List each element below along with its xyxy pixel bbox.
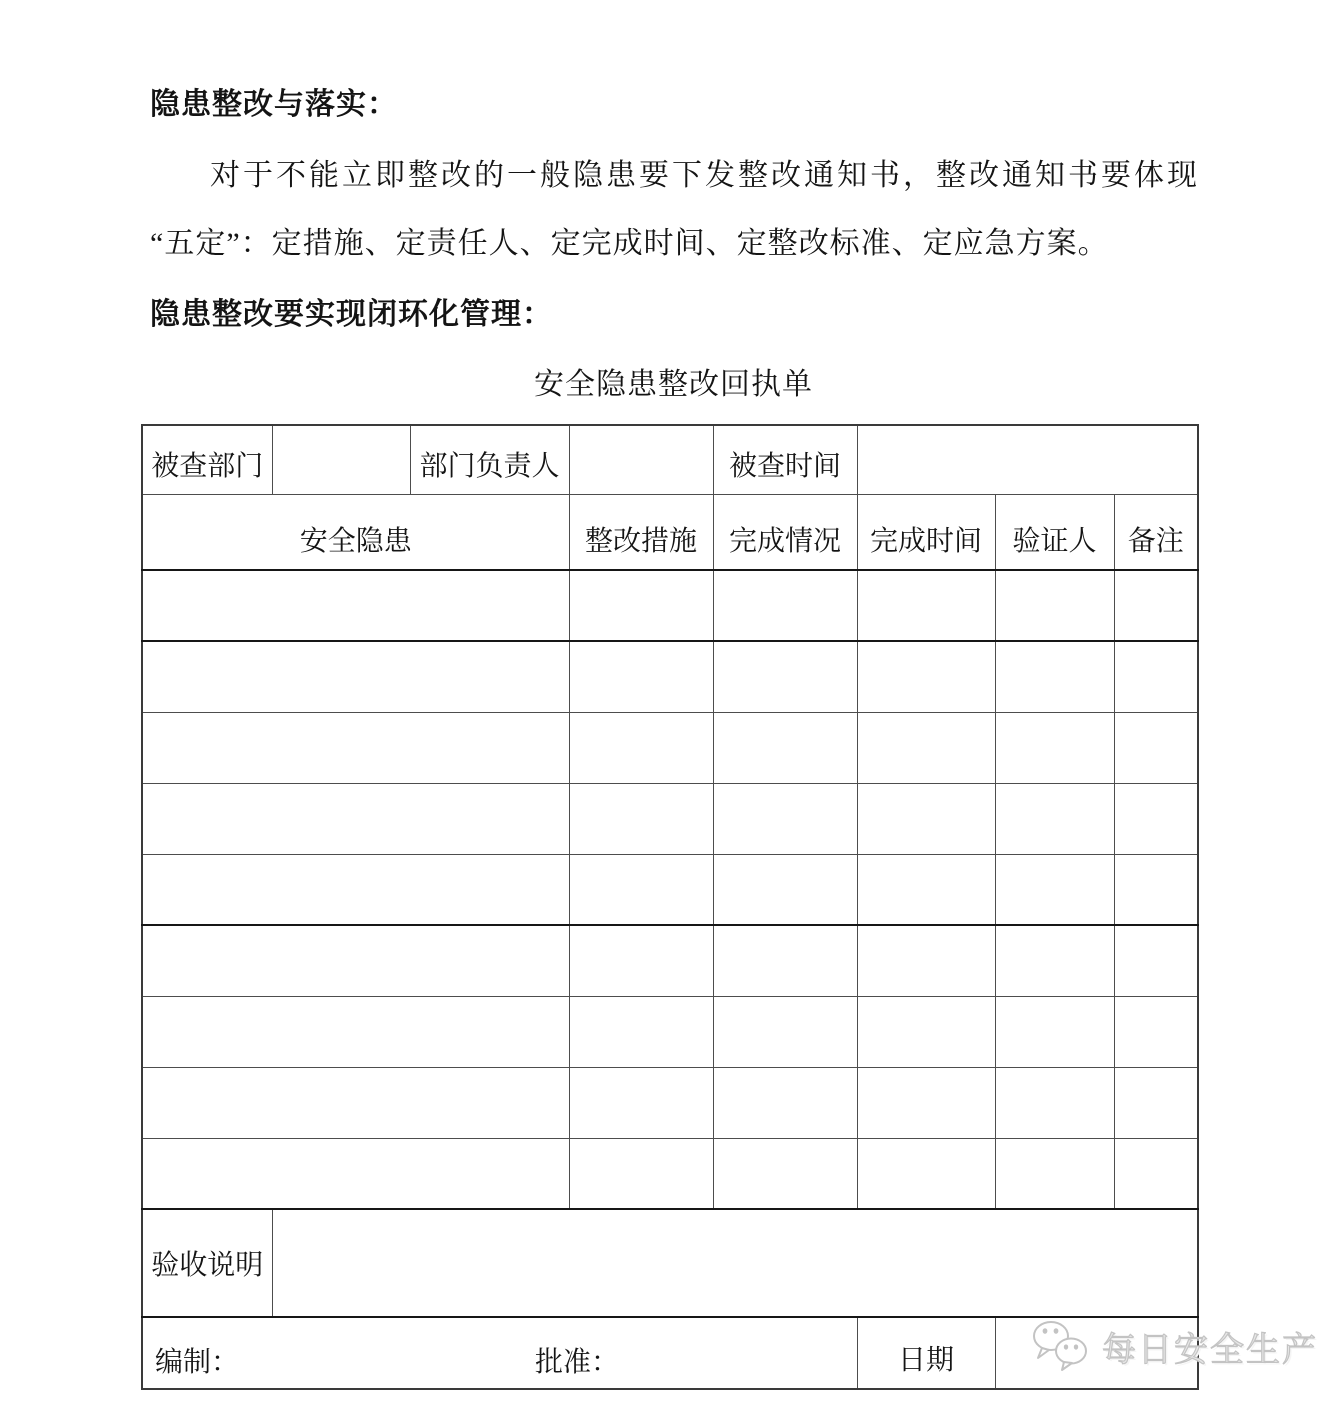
empty-cell (1114, 641, 1198, 712)
empty-cell (857, 925, 995, 996)
empty-cell (995, 783, 1114, 854)
prepared-by-label: 编制： (155, 1347, 240, 1378)
info-row (142, 425, 1198, 494)
hazard-row (142, 925, 1198, 996)
empty-cell (995, 712, 1114, 783)
footer-left-cell (142, 1317, 857, 1389)
hazard-row (142, 1138, 1198, 1209)
watermark-text: 每日安全生产 (1102, 1331, 1318, 1369)
col-header-remarks: 备注 (1114, 494, 1198, 570)
empty-cell (713, 1138, 857, 1209)
inspected-dept-label: 被查部门 (142, 425, 272, 494)
hazard-row (142, 712, 1198, 783)
empty-cell (1114, 712, 1198, 783)
hazard-row (142, 996, 1198, 1067)
inspected-dept-value (272, 425, 410, 494)
table-title: 安全隐患整改回执单 (534, 368, 813, 401)
col-header-safety-hazard: 安全隐患 (142, 494, 569, 570)
section-heading-closed-loop: 隐患整改要实现闭环化管理： (150, 298, 553, 331)
empty-cell (569, 712, 713, 783)
empty-cell (857, 570, 995, 641)
empty-cell (995, 570, 1114, 641)
empty-cell (569, 996, 713, 1067)
empty-cell (1114, 570, 1198, 641)
hazard-row (142, 641, 1198, 712)
empty-cell (569, 925, 713, 996)
empty-cell (713, 1067, 857, 1138)
section-heading-rectification: 隐患整改与落实： (150, 88, 398, 121)
paragraph-line-1: 对于不能立即整改的一般隐患要下发整改通知书，整改通知书要体现 (210, 159, 1197, 192)
empty-cell (995, 1138, 1114, 1209)
empty-cell (142, 570, 569, 641)
empty-cell (1114, 854, 1198, 925)
empty-cell (1114, 996, 1198, 1067)
inspected-time-value (857, 425, 1198, 494)
empty-cell (857, 1138, 995, 1209)
empty-cell (1114, 925, 1198, 996)
empty-cell (857, 854, 995, 925)
empty-cell (569, 1138, 713, 1209)
empty-cell (569, 854, 713, 925)
paragraph-line-2: “五定”：定措施、定责任人、定完成时间、定整改标准、定应急方案。 (150, 227, 1109, 260)
empty-cell (713, 996, 857, 1067)
empty-cell (142, 641, 569, 712)
acceptance-note-label: 验收说明 (142, 1209, 272, 1317)
empty-cell (569, 1067, 713, 1138)
hazard-row (142, 854, 1198, 925)
acceptance-row (142, 1209, 1198, 1317)
empty-cell (1114, 783, 1198, 854)
empty-cell (142, 996, 569, 1067)
empty-cell (569, 641, 713, 712)
footer-logo-cell (995, 1317, 1198, 1389)
empty-cell (142, 854, 569, 925)
empty-cell (857, 712, 995, 783)
empty-cell (713, 570, 857, 641)
col-header-completion-time: 完成时间 (857, 494, 995, 570)
col-header-verifier: 验证人 (995, 494, 1114, 570)
empty-cell (142, 925, 569, 996)
date-label: 日期 (857, 1317, 995, 1389)
empty-cell (142, 783, 569, 854)
empty-cell (569, 570, 713, 641)
rectification-receipt-table (141, 424, 1199, 1390)
empty-cell (713, 712, 857, 783)
empty-cell (995, 641, 1114, 712)
empty-cell (857, 641, 995, 712)
empty-cell (995, 925, 1114, 996)
empty-cell (857, 1067, 995, 1138)
empty-cell (142, 1067, 569, 1138)
footer-row (142, 1317, 1198, 1389)
empty-cell (713, 925, 857, 996)
column-header-row (142, 494, 1198, 570)
empty-cell (142, 1138, 569, 1209)
empty-cell (713, 641, 857, 712)
inspected-time-label: 被查时间 (713, 425, 857, 494)
empty-cell (857, 996, 995, 1067)
empty-cell (995, 854, 1114, 925)
col-header-measures: 整改措施 (569, 494, 713, 570)
empty-cell (713, 854, 857, 925)
approved-by-label: 批准： (535, 1347, 620, 1378)
hazard-row (142, 570, 1198, 641)
empty-cell (569, 783, 713, 854)
empty-cell (995, 996, 1114, 1067)
dept-manager-label: 部门负责人 (410, 425, 569, 494)
empty-cell (1114, 1067, 1198, 1138)
dept-manager-value (569, 425, 713, 494)
acceptance-note-value (272, 1209, 1198, 1317)
empty-cell (995, 1067, 1114, 1138)
col-header-completion-status: 完成情况 (713, 494, 857, 570)
empty-cell (713, 783, 857, 854)
hazard-row (142, 783, 1198, 854)
empty-cell (857, 783, 995, 854)
empty-cell (142, 712, 569, 783)
empty-cell (1114, 1138, 1198, 1209)
hazard-row (142, 1067, 1198, 1138)
